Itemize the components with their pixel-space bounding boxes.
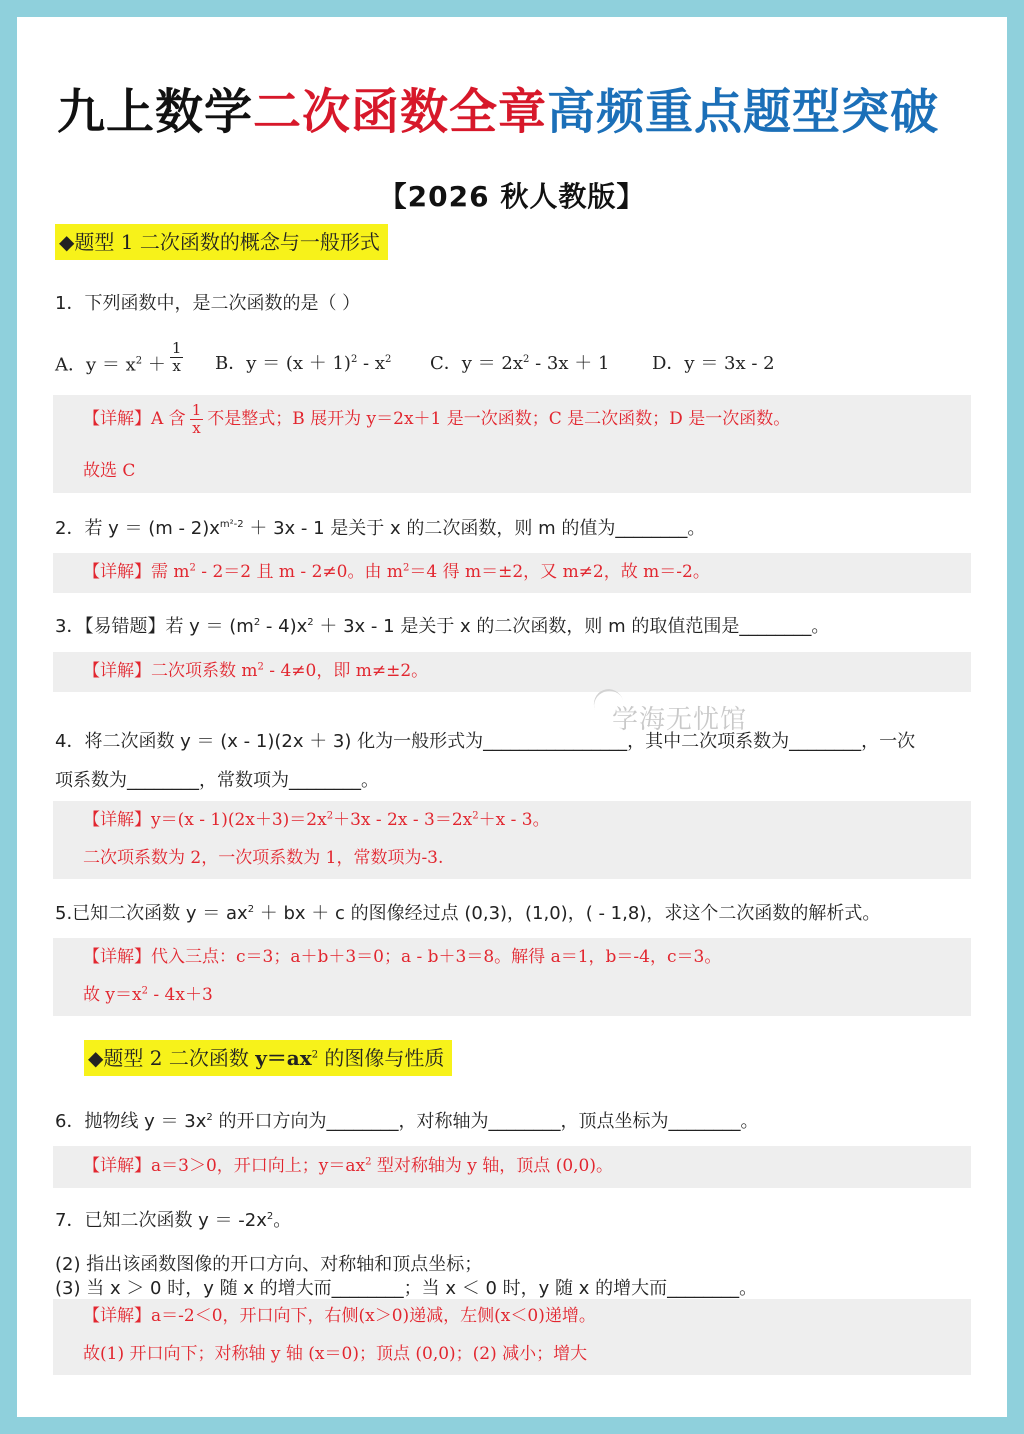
answer-box-7	[53, 1299, 971, 1375]
answer-box-6	[53, 1146, 971, 1188]
answer-4-line-2: 二次项系数为 2，一次项系数为 1，常数项为-3.	[83, 848, 444, 868]
option-a: A．$y = x^2$ ＋ $\frac{1}{x}$	[55, 339, 182, 376]
question-5-stem: 5.已知二次函数 $y = ax^2$ ＋ bx ＋ c 的图像经过点 (0,3)，(1,0)，( - 1,8)，求这个二次函数的解析式。	[55, 903, 881, 924]
question-7-sub-3: (3) 当 x ＞ 0 时，y 随 x 的增大而________；当 x ＜ 0 时，y 随 x 的增大而________。	[55, 1278, 758, 1299]
answer-box-1	[53, 395, 971, 493]
title-part-topic: 二次函数全章	[253, 84, 548, 140]
watermark: 学海无忧馆	[612, 705, 748, 735]
title-part-grade: 九上数学	[57, 84, 254, 140]
question-6-stem: 6．抛物线 $y = 3x^2$ 的开口方向为________，对称轴为________，顶点坐标为________。	[55, 1111, 759, 1132]
question-1-stem: 1．下列函数中，是二次函数的是（ ）	[55, 293, 361, 314]
answer-box-4	[53, 801, 971, 879]
page-title	[57, 77, 997, 147]
edition-label: 【2026 秋人教版】	[378, 180, 646, 213]
worksheet-page	[17, 17, 1007, 1417]
answer-7-line-2: 故(1) 开口向下；对称轴 y 轴 (x＝0)；顶点 (0,0)；(2) 减小；增大	[83, 1344, 588, 1364]
answer-7-line-1: 【详解】a＝-2＜0，开口向下，右侧(x＞0)递减，左侧(x＜0)递增。	[83, 1306, 596, 1326]
answer-2-line: 【详解】需 $m^2 - 2=2$ 且 m - 2≠0。由 $m^2=4$ 得 m＝±2，又 m≠2，故 m＝-2。	[83, 562, 710, 582]
option-c: C．$y = 2x^2 - 3x + 1$	[430, 353, 610, 374]
question-4-stem-line-2: 项系数为________，常数项为________。	[55, 770, 379, 791]
section-tag-2: ◆题型 2 二次函数 $y=ax^2$ 的图像与性质	[84, 1040, 452, 1076]
answer-4-line-1: 【详解】$y=(x - 1)(2x+3)=2x^2+3x - 2x - 3=2x^2+x - 3$。	[83, 810, 550, 830]
answer-5-line-2: 故 $y=x^2 - 4x+3$	[83, 985, 213, 1005]
title-part-focus: 高频重点题型突破	[547, 84, 940, 140]
answer-box-2	[53, 553, 971, 593]
answer-box-3	[53, 652, 971, 692]
question-4-stem-line-1: 4．将二次函数 y ＝ (x - 1)(2x ＋ 3) 化为一般形式为________________，其中二次项系数为________，一次	[55, 731, 916, 752]
option-d: D．y ＝ 3x - 2	[652, 353, 775, 374]
answer-6-line: 【详解】a＝3＞0，开口向上；$y=ax^2$ 型对称轴为 y 轴，顶点 (0,0)。	[83, 1156, 613, 1176]
question-7-sub-2: (2) 指出该函数图像的开口方向、对称轴和顶点坐标；	[55, 1254, 483, 1275]
section-tag-1: ◆题型 1 二次函数的概念与一般形式	[55, 224, 388, 260]
answer-box-5	[53, 938, 971, 1016]
question-2-stem: 2．若 $y = (m - 2)x^{m^2-2} + 3x - 1$ 是关于 x 的二次函数，则 m 的值为________。	[55, 518, 706, 539]
question-7-stem: 7．已知二次函数 $y = -2x^2$。	[55, 1210, 292, 1231]
answer-3-line: 【详解】二次项系数 $m^2 - 4\ne 0$，即 m≠±2。	[83, 661, 429, 681]
answer-5-line-1: 【详解】代入三点：c＝3；a＋b＋3＝0；a - b＋3＝8。解得 a＝1，b＝-4，c＝3。	[83, 947, 722, 967]
question-3-stem: 3．【易错题】若 $y = (m^2 - 4)x^2 + 3x - 1$ 是关于 x 的二次函数，则 m 的取值范围是________。	[55, 616, 830, 637]
answer-1-line-2: 故选 C	[83, 461, 136, 481]
answer-1-line-1: 【详解】A 含 $\frac{1}{x}$ 不是整式；B 展开为 y＝2x＋1 是一次函数；C 是二次函数；D 是一次函数。	[83, 401, 791, 437]
option-b: B．$y = (x + 1)^2 - x^2$	[215, 353, 392, 374]
